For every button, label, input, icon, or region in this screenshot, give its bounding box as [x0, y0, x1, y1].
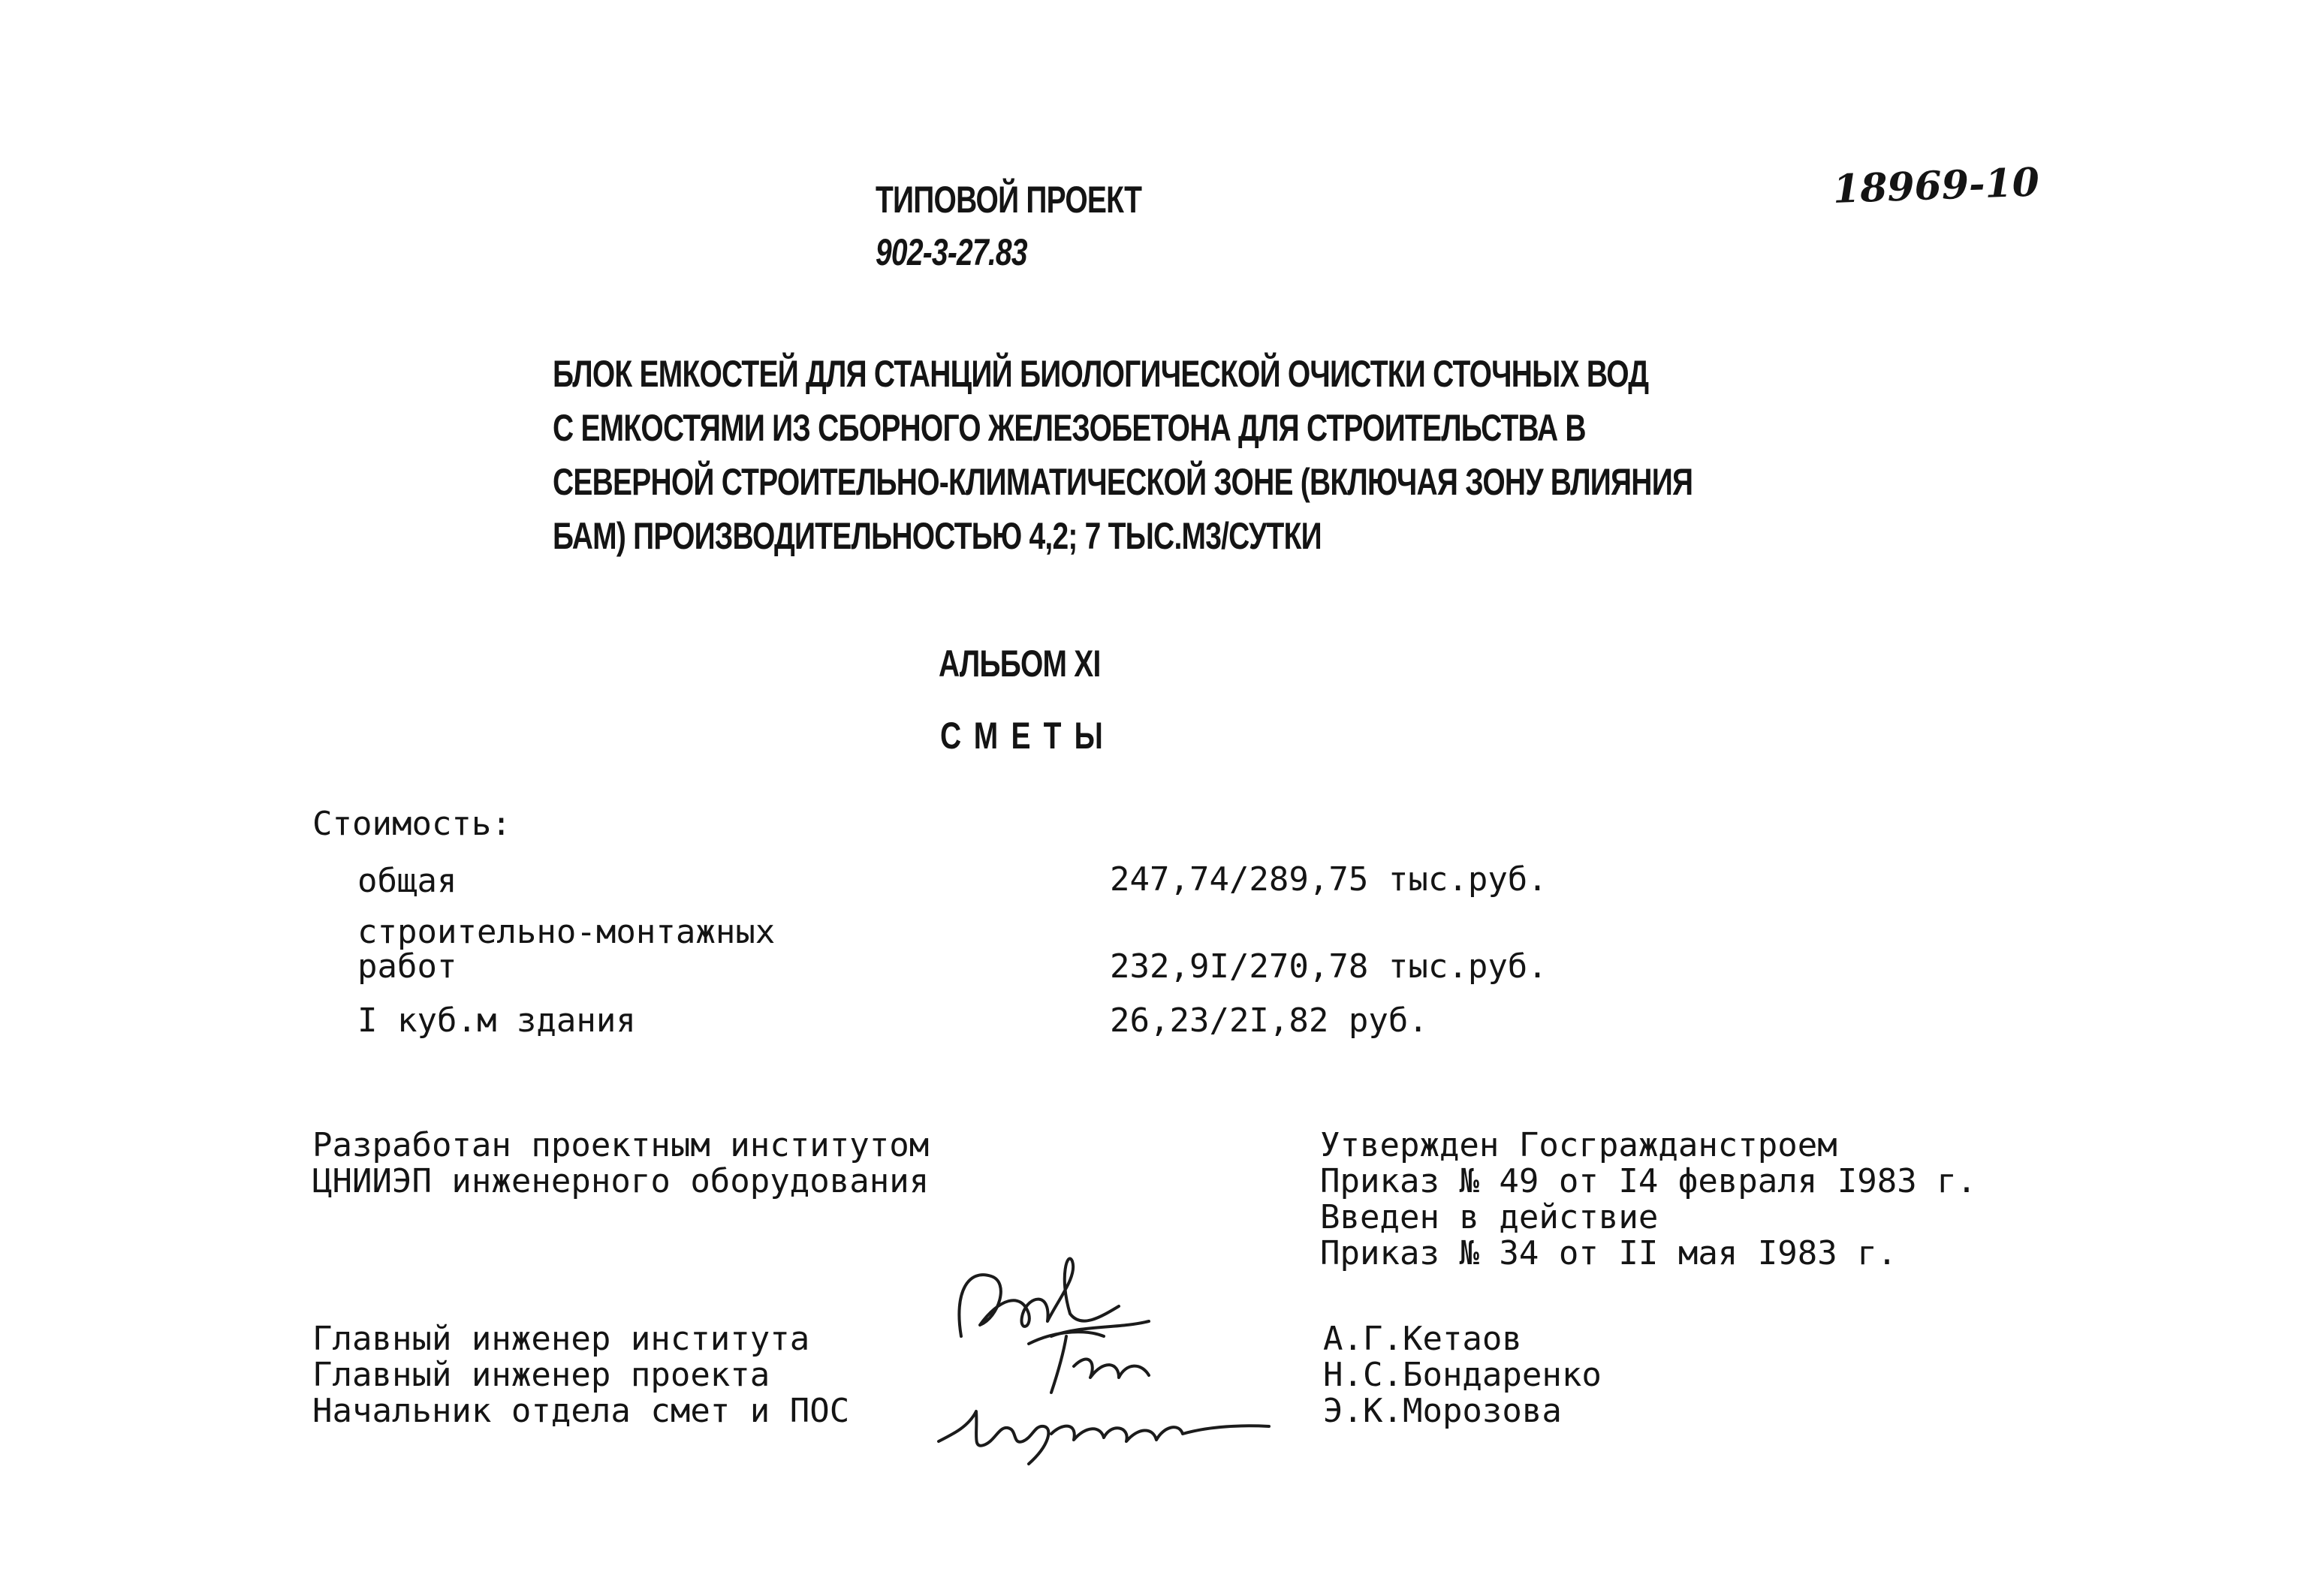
section-title: СМЕТЫ [940, 715, 1116, 757]
cost-per-m3-value: 26,23/2I,82 руб. [1110, 1001, 1428, 1040]
cost-per-m3-label: I куб.м здания [357, 1001, 636, 1040]
cost-cm-label-cont: работ [357, 947, 457, 986]
title-line: С ЕМКОСТЯМИ ИЗ СБОРНОГО ЖЕЛЕЗОБЕТОНА ДЛЯ СТРОИТЕЛЬСТВА В [553, 407, 1586, 449]
cost-cm-label: строительно-монтажных [357, 913, 776, 951]
approval-line: Приказ № 49 от I4 февраля I983 г. [1320, 1162, 1977, 1200]
project-type-label: ТИПОВОЙ ПРОЕКТ [876, 179, 1142, 221]
cost-cm-value: 232,9I/270,78 тыс.руб. [1110, 947, 1548, 986]
approval-line: Приказ № 34 от II мая I983 г. [1320, 1234, 1898, 1272]
developer-line: Разработан проектным институтом [312, 1126, 930, 1164]
signatory-name: А.Г.Кетаов [1323, 1320, 1522, 1358]
signatory-role: Главный инженер проекта [312, 1356, 770, 1394]
signatory-name: Н.С.Бондаренко [1323, 1356, 1602, 1394]
cost-total-value: 247,74/289,75 тыс.руб. [1110, 860, 1548, 899]
signatory-role: Начальник отдела смет и ПОС [312, 1392, 850, 1430]
cost-heading: Стоимость: [312, 805, 511, 843]
developer-line: ЦНИИЭП инженерного оборудования [312, 1162, 930, 1200]
signatory-name: Э.К.Морозова [1323, 1392, 1562, 1430]
title-line: БАМ) ПРОИЗВОДИТЕЛЬНОСТЬЮ 4,2; 7 ТЫС.М3/СУТКИ [553, 515, 1322, 557]
title-line: БЛОК ЕМКОСТЕЙ ДЛЯ СТАНЦИЙ БИОЛОГИЧЕСКОЙ ОЧИСТКИ СТОЧНЫХ ВОД [553, 353, 1649, 395]
approval-line: Утвержден Госгражданстроем [1320, 1126, 1837, 1164]
project-title [553, 347, 2014, 563]
approval-line: Введен в действие [1320, 1198, 1659, 1236]
project-code: 902-3-27.83 [876, 231, 1027, 273]
title-line: СЕВЕРНОЙ СТРОИТЕЛЬНО-КЛИМАТИЧЕСКОЙ ЗОНЕ (ВКЛЮЧАЯ ЗОНУ ВЛИЯНИЯ [553, 461, 1693, 503]
signature-head-estimates [924, 1381, 1284, 1471]
album-label: АЛЬБОМ XI [939, 643, 1101, 685]
document-number: 18969-10 [1832, 159, 2040, 212]
cost-total-label: общая [357, 862, 457, 900]
signatory-role: Главный инженер института [312, 1320, 810, 1358]
